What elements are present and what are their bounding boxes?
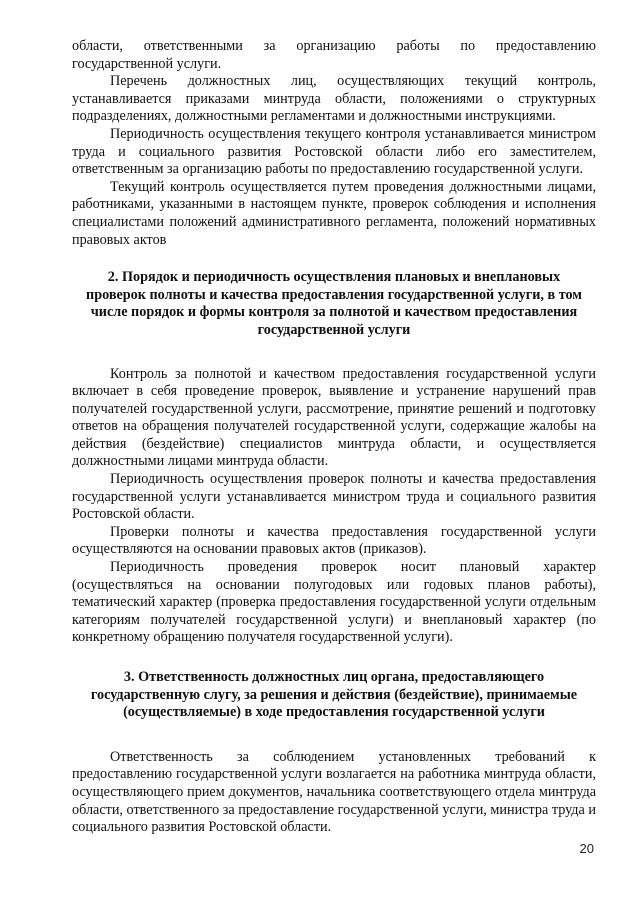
section-2-paragraph: Проверки полноты и качества предоставления государственной услуги осуществляются на основании правовых актов (приказов). (72, 523, 596, 558)
section-2-paragraph: Контроль за полнотой и качеством предоставления государственной услуги включает в себя проведение проверок, выявление и устранение нарушений прав получателей государственной услуги, рассмотрение, принятие решений и подготовку ответов на обращения получателей государственной услуги, содержащие жалобы на действия (бездействие) специалистов минтруда области, и осуществляется должностными лицами минтруда области. (72, 365, 596, 470)
paragraph-control-frequency: Периодичность осуществления текущего контроля устанавливается министром труда и социального развития Ростовской области либо его заместителем, ответственным за организацию работы по предоставлению государственной услуги. (72, 125, 596, 178)
section-3-paragraph: Ответственность за соблюдением установленных требований к предоставлению государственной услуги возлагается на работника минтруда области, осуществляющего прием документов, начальника соответствующего отдела минтруда области, ответственного за предоставление государственной услуги, министра труда и социального развития Ростовской области. (72, 748, 596, 836)
section-3-heading: 3. Ответственность должностных лиц органа, предоставляющего государственную слугу, за решения и действия (бездействие), принимаемые (осуществляемые) в ходе предоставления государственной услуги (90, 669, 578, 721)
top-paragraphs (72, 38, 596, 249)
document-page (72, 38, 596, 837)
paragraph-current-control: Текущий контроль осуществляется путем проведения должностными лицами, работниками, указанными в настоящем пункте, проверок соблюдения и исполнения специалистами положений административного регламента, положений нормативных правовых актов (72, 178, 596, 248)
section-2-body (72, 366, 596, 648)
section-2-heading: 2. Порядок и периодичность осуществления плановых и внеплановых проверок полноты и качества предоставления государственной услуги, в том числе порядок и формы контроля за полнотой и качеством предоставления государственной услуги (86, 269, 582, 338)
section-3-body (72, 749, 596, 837)
section-2-paragraph: Периодичность проведения проверок носит плановый характер (осуществляться на основании полугодовых или годовых планов работы), тематический характер (проверка предоставления государственной услуги отдельным категориям получателей государственной услуги) и внеплановый характер (по конкретному обращению получателя государственной услуги). (72, 559, 596, 646)
paragraph-continuation: области, ответственными за организацию работы по предоставлению государственной услуги. (72, 38, 596, 72)
page-number: 20 (579, 841, 594, 856)
section-2-paragraph: Периодичность осуществления проверок полноты и качества предоставления государственной услуги устанавливается министром труда и социального развития Ростовской области. (72, 471, 596, 523)
paragraph-officials-list: Перечень должностных лиц, осуществляющих текущий контроль, устанавливается приказами минтруда области, положениями о структурных подразделениях, должностными регламентами и должностными инструкциями. (72, 73, 596, 125)
